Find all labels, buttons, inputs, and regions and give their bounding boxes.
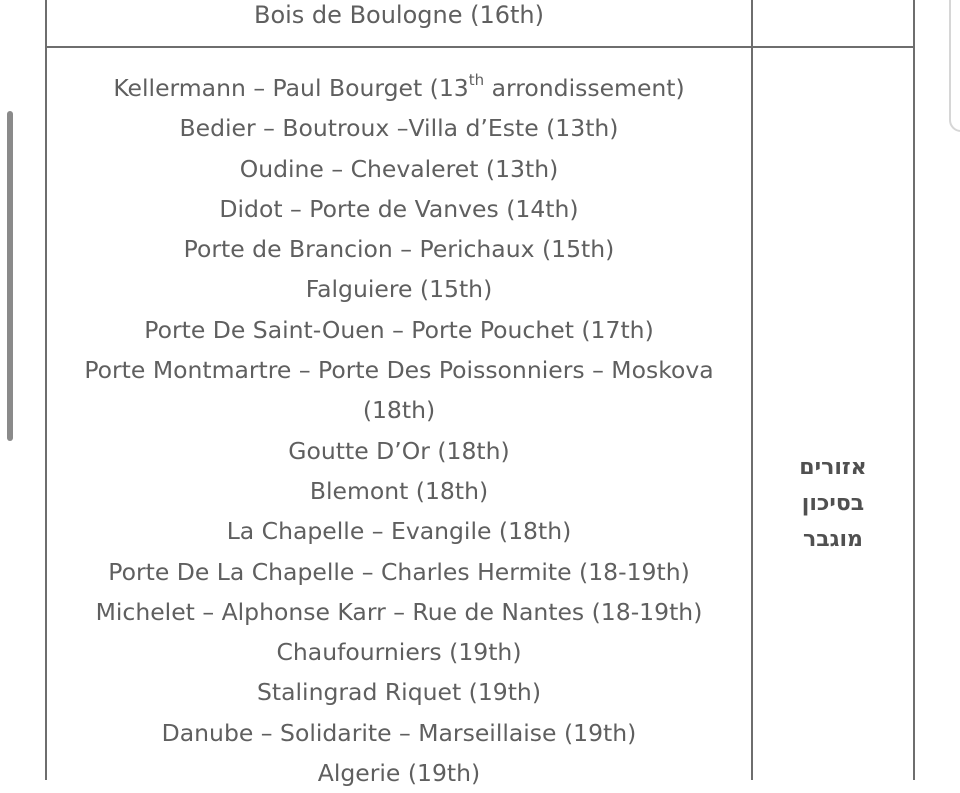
list-item: Goutte D’Or (18th): [288, 436, 510, 465]
scrollbar-thumb[interactable]: [7, 111, 13, 441]
list-item: Falguiere (15th): [305, 275, 493, 304]
list-item: [47, 68, 751, 108]
category-label-line: מוגבר: [803, 527, 863, 552]
list-item: Chaufourniers (19th): [276, 638, 522, 667]
list-item: Bedier – Boutroux –Villa d’Este (13th): [179, 114, 619, 143]
category-cell: [753, 450, 913, 558]
table-border-middle: [751, 0, 753, 780]
list-item: Blemont (18th): [309, 476, 489, 505]
category-label-line: בסיכון: [801, 491, 865, 516]
list-item: Stalingrad Riquet (19th): [256, 678, 541, 707]
list-item: Porte De La Chapelle – Charles Hermite (18-19th): [108, 557, 690, 586]
list-item: Oudine – Chevaleret (13th): [239, 154, 559, 183]
category-label-line: אזורים: [799, 455, 867, 480]
table-border-right: [913, 0, 915, 780]
table-row-divider: [45, 46, 915, 48]
place-name: Kellermann – Paul Bourget (13: [113, 74, 469, 102]
side-panel-edge[interactable]: [949, 0, 960, 132]
list-item: Michelet – Alphonse Karr – Rue de Nantes (18-19th): [95, 597, 703, 626]
list-item: Didot – Porte de Vanves (14th): [219, 194, 579, 223]
list-item: Algerie (19th): [317, 759, 481, 788]
place-suffix: arrondissement): [484, 74, 685, 102]
list-item: Danube – Solidarite – Marseillaise (19th): [161, 718, 637, 747]
list-item: Porte Montmartre – Porte Des Poissonniers – Moskova (18th): [84, 356, 714, 425]
previous-row-cell: Bois de Boulogne (16th): [253, 1, 544, 29]
ordinal-suffix: th: [468, 71, 485, 89]
list-item: La Chapelle – Evangile (18th): [226, 517, 572, 546]
list-item: Porte de Brancion – Perichaux (15th): [183, 235, 615, 264]
places-cell: [47, 68, 751, 793]
list-item: Porte De Saint-Ouen – Porte Pouchet (17th): [144, 315, 654, 344]
